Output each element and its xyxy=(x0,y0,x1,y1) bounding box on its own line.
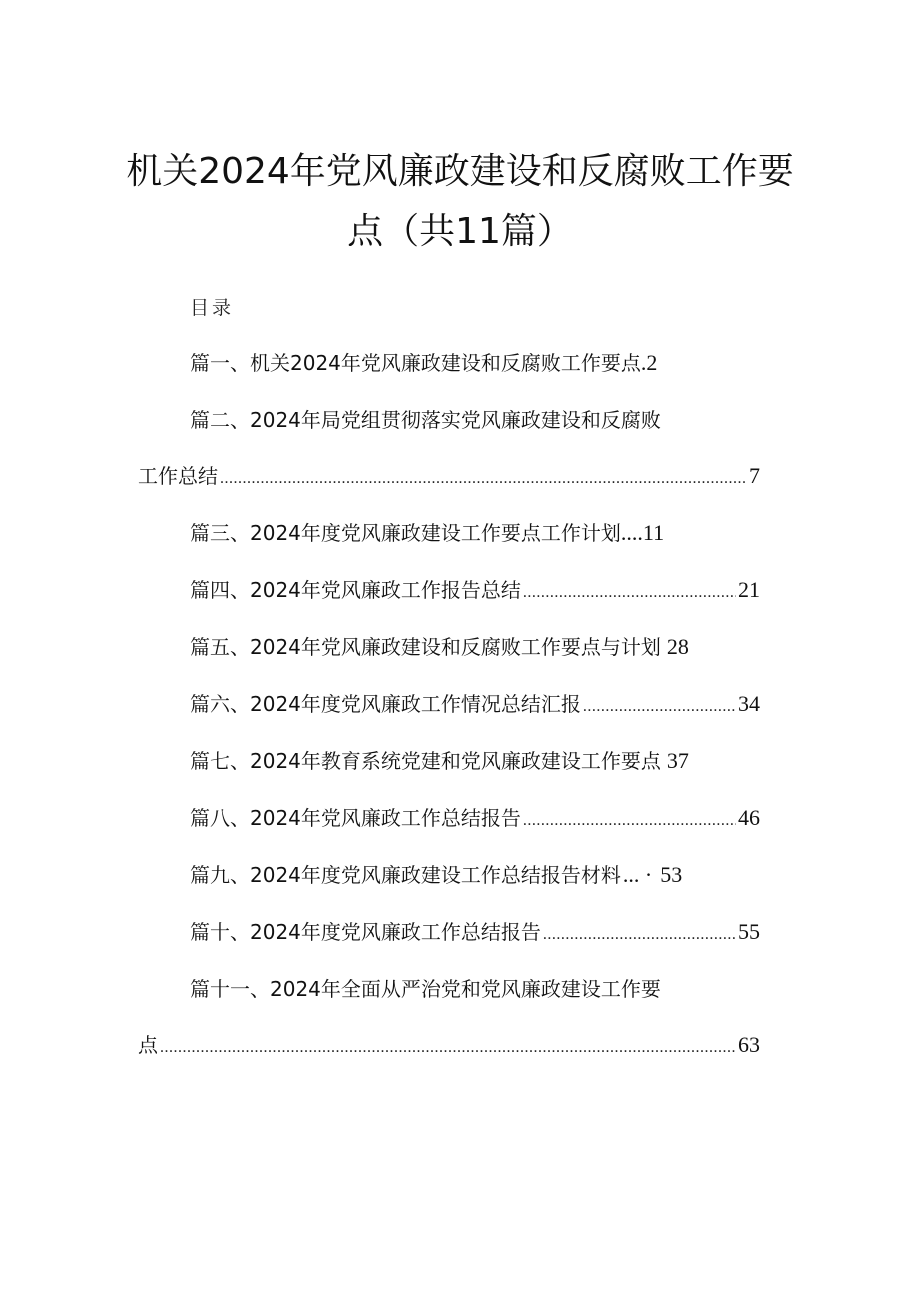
toc-entry-line-1[interactable] xyxy=(190,974,750,1004)
toc-entry-label: 篇九、2024年度党风廉政建设工作总结报告材料 xyxy=(190,863,621,887)
toc-heading: 目录 xyxy=(190,297,235,319)
toc-entry-label: 篇六、2024年度党风廉政工作情况总结汇报 xyxy=(190,692,581,716)
toc-entry-page: 53 xyxy=(660,862,683,887)
toc-entry-leader xyxy=(583,692,736,722)
toc-entry-page: 37 xyxy=(666,748,689,773)
toc-entry[interactable] xyxy=(190,632,760,662)
toc-entry-label: 篇二、2024年局党组贯彻落实党风廉政建设和反腐败 xyxy=(190,408,661,432)
toc-entry-page: 11 xyxy=(642,520,665,545)
toc-entry-page: 46 xyxy=(738,805,760,830)
toc-entry[interactable] xyxy=(190,803,760,836)
document-title-line-1: 机关2024年党风廉政建设和反腐败工作要 xyxy=(126,151,794,192)
toc-entry-page: 63 xyxy=(738,1032,760,1057)
toc-entry[interactable] xyxy=(190,575,760,608)
toc-entry-line-2[interactable] xyxy=(138,1030,760,1063)
document-title-line-2: 点（共11篇） xyxy=(347,211,573,252)
toc-entry-page: 28 xyxy=(666,634,689,659)
toc-entry-label: 篇七、2024年教育系统党建和党风廉政建设工作要点 xyxy=(190,749,661,773)
toc-entry-leader: .... xyxy=(620,520,643,545)
toc-entry[interactable] xyxy=(190,518,760,548)
toc-entry-page: 7 xyxy=(749,463,760,488)
toc-entry-line-2[interactable] xyxy=(138,461,760,494)
toc-entry-label: 点 xyxy=(138,1033,158,1057)
toc-entry[interactable] xyxy=(190,746,760,776)
toc-entry[interactable] xyxy=(190,860,760,890)
toc-entry-page: 2 xyxy=(646,350,658,375)
toc-entry-leader xyxy=(220,464,747,494)
toc-entry[interactable] xyxy=(190,689,760,722)
toc-entry-page: 21 xyxy=(738,577,760,602)
toc-entry-label: 篇十一、2024年全面从严治党和党风廉政建设工作要 xyxy=(190,977,661,1001)
toc-entry-leader xyxy=(523,578,736,608)
toc-entry-label: 工作总结 xyxy=(138,464,218,488)
toc-entry-label: 篇五、2024年党风廉政建设和反腐败工作要点与计划 xyxy=(190,635,661,659)
toc-entry-label: 篇十、2024年度党风廉政工作总结报告 xyxy=(190,920,541,944)
toc-entry-page: 55 xyxy=(738,919,760,944)
toc-entry[interactable] xyxy=(190,917,760,950)
toc-entry-page: 34 xyxy=(738,691,760,716)
toc-entry-line-1[interactable] xyxy=(190,405,750,435)
toc-entry-leader: ... · xyxy=(622,862,653,887)
toc-entry[interactable] xyxy=(190,348,760,378)
toc-entry-leader xyxy=(160,1033,736,1063)
toc-entry-label: 篇一、机关2024年党风廉政建设和反腐败工作要点 xyxy=(190,351,641,375)
toc-entry-label: 篇四、2024年党风廉政工作报告总结 xyxy=(190,578,521,602)
toc-entry-leader xyxy=(543,920,736,950)
toc-entry-leader xyxy=(523,806,736,836)
toc-entry-label: 篇八、2024年党风廉政工作总结报告 xyxy=(190,806,521,830)
toc-entry-label: 篇三、2024年度党风廉政建设工作要点工作计划 xyxy=(190,521,621,545)
toc-entry-leader: . xyxy=(640,350,647,375)
